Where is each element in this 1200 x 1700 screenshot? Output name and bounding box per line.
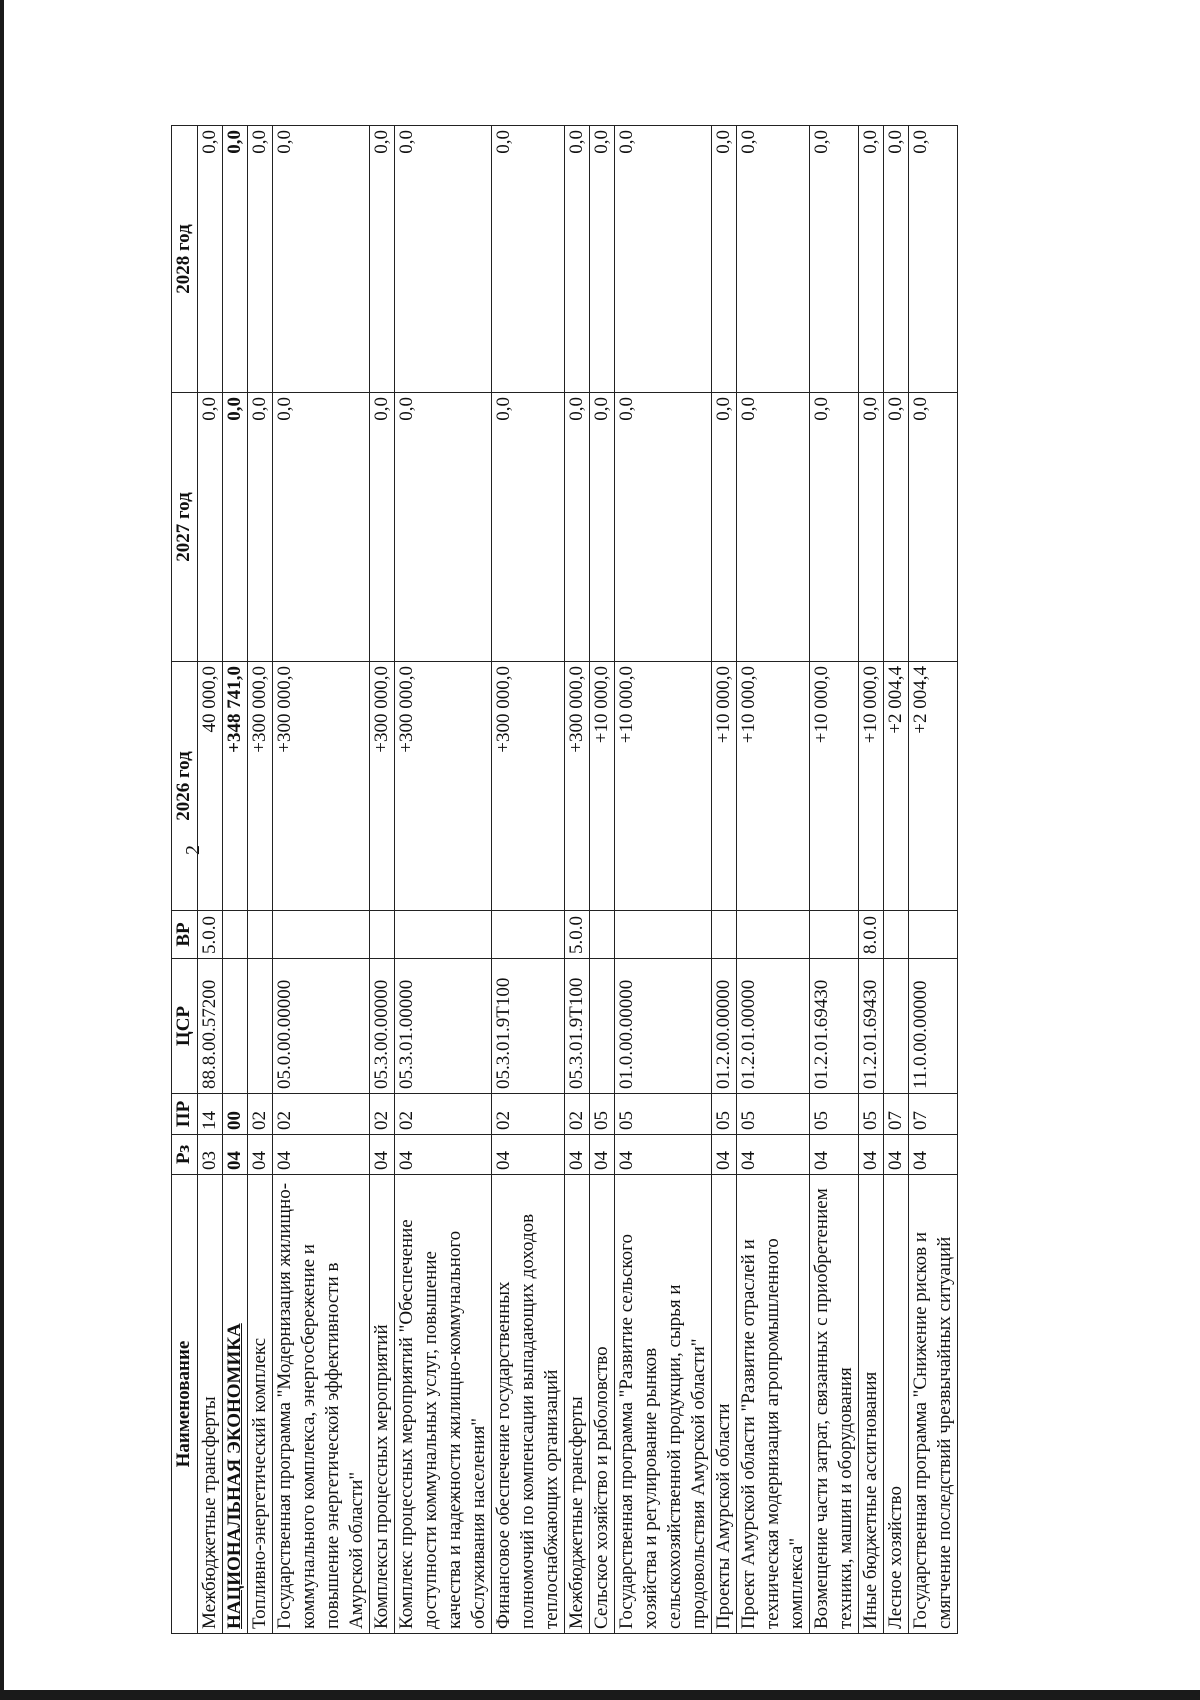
cell-2027: 0,0 (370, 393, 395, 662)
table-row (273, 126, 370, 1634)
cell-vr: 5.0.0 (198, 911, 223, 959)
col-header-2027: 2027 год (172, 393, 198, 662)
cell-2027: 0,0 (615, 393, 712, 662)
cell-rz: 04 (565, 1135, 590, 1175)
cell-pr: 05 (737, 1094, 810, 1135)
table-row (370, 126, 395, 1634)
cell-2028: 0,0 (198, 126, 223, 393)
table-row (565, 126, 590, 1634)
cell-rz: 04 (590, 1135, 615, 1175)
cell-vr (395, 911, 492, 959)
cell-2028: 0,0 (565, 126, 590, 393)
scan-bottom-edge (0, 1690, 1200, 1700)
cell-rz: 04 (248, 1135, 273, 1175)
cell-2026: +300 000,0 (395, 662, 492, 911)
cell-name: Иные бюджетные ассигнования (859, 1175, 884, 1634)
cell-2027: 0,0 (810, 393, 859, 662)
col-header-name: Наименование (172, 1175, 198, 1634)
cell-vr (810, 911, 859, 959)
table-row (737, 126, 810, 1634)
cell-rz: 04 (273, 1135, 370, 1175)
cell-rz: 04 (712, 1135, 737, 1175)
rotated-page-content (171, 64, 1031, 1634)
cell-rz: 04 (395, 1135, 492, 1175)
cell-vr (248, 911, 273, 959)
cell-2027: 0,0 (565, 393, 590, 662)
cell-2026: +10 000,0 (590, 662, 615, 911)
cell-2026: +10 000,0 (615, 662, 712, 911)
cell-rz: 04 (909, 1135, 958, 1175)
cell-2027: 0,0 (712, 393, 737, 662)
cell-2026: +300 000,0 (370, 662, 395, 911)
table-row (492, 126, 565, 1634)
cell-2028: 0,0 (737, 126, 810, 393)
cell-2028: 0,0 (370, 126, 395, 393)
cell-2026: +2 004,4 (909, 662, 958, 911)
table-row (615, 126, 712, 1634)
cell-2027: 0,0 (248, 393, 273, 662)
table-row (909, 126, 958, 1634)
cell-csr: 05.3.00.00000 (370, 959, 395, 1094)
table-row (395, 126, 492, 1634)
cell-csr: 01.2.01.69430 (810, 959, 859, 1094)
cell-csr: 01.2.01.69430 (859, 959, 884, 1094)
table-header-row (172, 126, 198, 1634)
table-row (884, 126, 909, 1634)
cell-name: Межбюджетные трансферты (198, 1175, 223, 1634)
cell-2027: 0,0 (198, 393, 223, 662)
cell-csr: 05.3.01.9Т100 (492, 959, 565, 1094)
col-header-pr: ПР (172, 1094, 198, 1135)
cell-2028: 0,0 (712, 126, 737, 393)
cell-csr: 01.2.01.00000 (737, 959, 810, 1094)
table-body (198, 126, 958, 1634)
page-number: 2 (182, 845, 204, 855)
col-header-vr: ВР (172, 911, 198, 959)
cell-pr: 05 (859, 1094, 884, 1135)
col-header-csr: ЦСР (172, 959, 198, 1094)
cell-name: Государственная программа "Снижение рисков и смягчение последствий чрезвычайных ситуаций (909, 1175, 958, 1634)
cell-csr: 05.3.01.00000 (395, 959, 492, 1094)
cell-2026: +300 000,0 (492, 662, 565, 911)
cell-name: Сельское хозяйство и рыболовство (590, 1175, 615, 1634)
cell-csr: 88.8.00.57200 (198, 959, 223, 1094)
cell-csr: 01.0.00.00000 (615, 959, 712, 1094)
cell-vr (884, 911, 909, 959)
cell-csr (223, 959, 248, 1094)
cell-csr (884, 959, 909, 1094)
cell-csr (248, 959, 273, 1094)
table-row (810, 126, 859, 1634)
cell-2026: +300 000,0 (565, 662, 590, 911)
cell-2027: 0,0 (737, 393, 810, 662)
cell-vr (615, 911, 712, 959)
cell-2028: 0,0 (859, 126, 884, 393)
cell-vr (909, 911, 958, 959)
cell-2026: 40 000,0 (198, 662, 223, 911)
table-row (248, 126, 273, 1634)
cell-2027: 0,0 (590, 393, 615, 662)
cell-vr (712, 911, 737, 959)
cell-csr: 05.0.00.00000 (273, 959, 370, 1094)
cell-rz: 04 (859, 1135, 884, 1175)
cell-2027: 0,0 (909, 393, 958, 662)
cell-pr: 07 (909, 1094, 958, 1135)
cell-rz: 04 (370, 1135, 395, 1175)
cell-2027: 0,0 (273, 393, 370, 662)
table-row (712, 126, 737, 1634)
cell-vr (737, 911, 810, 959)
cell-vr (370, 911, 395, 959)
table-row (198, 126, 223, 1634)
cell-2026: +300 000,0 (273, 662, 370, 911)
cell-pr: 02 (492, 1094, 565, 1135)
cell-2026: +10 000,0 (712, 662, 737, 911)
cell-2028: 0,0 (884, 126, 909, 393)
cell-rz: 04 (810, 1135, 859, 1175)
cell-2027: 0,0 (884, 393, 909, 662)
col-header-2028: 2028 год (172, 126, 198, 393)
cell-name: Межбюджетные трансферты (565, 1175, 590, 1634)
cell-2028: 0,0 (590, 126, 615, 393)
cell-2027: 0,0 (492, 393, 565, 662)
cell-2026: +10 000,0 (737, 662, 810, 911)
cell-csr: 11.0.00.00000 (909, 959, 958, 1094)
budget-table (171, 125, 958, 1634)
cell-csr: 05.3.01.9Т100 (565, 959, 590, 1094)
cell-vr: 5.0.0 (565, 911, 590, 959)
cell-2026: +348 741,0 (223, 662, 248, 911)
cell-vr (590, 911, 615, 959)
cell-pr: 00 (223, 1094, 248, 1135)
cell-name: Финансовое обеспечение государственных полномочий по компенсации выпадающих доходов теплоснабжающих организаций (492, 1175, 565, 1634)
cell-pr: 05 (712, 1094, 737, 1135)
cell-pr: 05 (590, 1094, 615, 1135)
cell-name: НАЦИОНАЛЬНАЯ ЭКОНОМИКА (223, 1175, 248, 1634)
cell-2026: +10 000,0 (810, 662, 859, 911)
cell-name: Государственная программа "Развитие сельского хозяйства и регулирование рынков сельскохозяйственной продукции, сырья и продовольствия Амурской области" (615, 1175, 712, 1634)
cell-pr: 02 (395, 1094, 492, 1135)
table-row (223, 126, 248, 1634)
cell-2028: 0,0 (492, 126, 565, 393)
cell-rz: 04 (492, 1135, 565, 1175)
cell-pr: 02 (248, 1094, 273, 1135)
table-row (859, 126, 884, 1634)
cell-name: Проекты Амурской области (712, 1175, 737, 1634)
cell-2028: 0,0 (248, 126, 273, 393)
cell-name: Возмещение части затрат, связанных с приобретением техники, машин и оборудования (810, 1175, 859, 1634)
cell-pr: 05 (810, 1094, 859, 1135)
cell-2027: 0,0 (859, 393, 884, 662)
cell-name: Комплексы процессных мероприятий (370, 1175, 395, 1634)
col-header-rz: Рз (172, 1135, 198, 1175)
scan-left-edge (0, 0, 4, 1700)
cell-rz: 04 (884, 1135, 909, 1175)
cell-2027: 0,0 (395, 393, 492, 662)
cell-csr: 01.2.00.00000 (712, 959, 737, 1094)
col-header-2026: 2026 год (172, 662, 198, 911)
cell-csr (590, 959, 615, 1094)
cell-2026: +10 000,0 (859, 662, 884, 911)
cell-name: Лесное хозяйство (884, 1175, 909, 1634)
cell-2028: 0,0 (273, 126, 370, 393)
cell-name: Топливно-энергетический комплекс (248, 1175, 273, 1634)
cell-2028: 0,0 (810, 126, 859, 393)
cell-rz: 04 (737, 1135, 810, 1175)
cell-pr: 02 (273, 1094, 370, 1135)
cell-name: Государственная программа "Модернизация жилищно-коммунального комплекса, энергосбережение и повышение энергетической эффективности в Амурской области" (273, 1175, 370, 1634)
cell-rz: 04 (223, 1135, 248, 1175)
cell-pr: 07 (884, 1094, 909, 1135)
cell-vr (273, 911, 370, 959)
cell-name: Проект Амурской области "Развитие отраслей и техническая модернизация агропромышленного комплекса" (737, 1175, 810, 1634)
cell-vr: 8.0.0 (859, 911, 884, 959)
cell-vr (223, 911, 248, 959)
table-row (590, 126, 615, 1634)
cell-2027: 0,0 (223, 393, 248, 662)
cell-pr: 05 (615, 1094, 712, 1135)
cell-rz: 03 (198, 1135, 223, 1175)
cell-2028: 0,0 (615, 126, 712, 393)
cell-2026: +300 000,0 (248, 662, 273, 911)
cell-vr (492, 911, 565, 959)
cell-rz: 04 (615, 1135, 712, 1175)
cell-pr: 02 (565, 1094, 590, 1135)
cell-2028: 0,0 (395, 126, 492, 393)
cell-pr: 02 (370, 1094, 395, 1135)
cell-2026: +2 004,4 (884, 662, 909, 911)
cell-name: Комплекс процессных мероприятий "Обеспечение доступности коммунальных услуг, повышение качества и надежности жилищно-коммунального обслуживания населения" (395, 1175, 492, 1634)
cell-pr: 14 (198, 1094, 223, 1135)
cell-2028: 0,0 (909, 126, 958, 393)
cell-2028: 0,0 (223, 126, 248, 393)
